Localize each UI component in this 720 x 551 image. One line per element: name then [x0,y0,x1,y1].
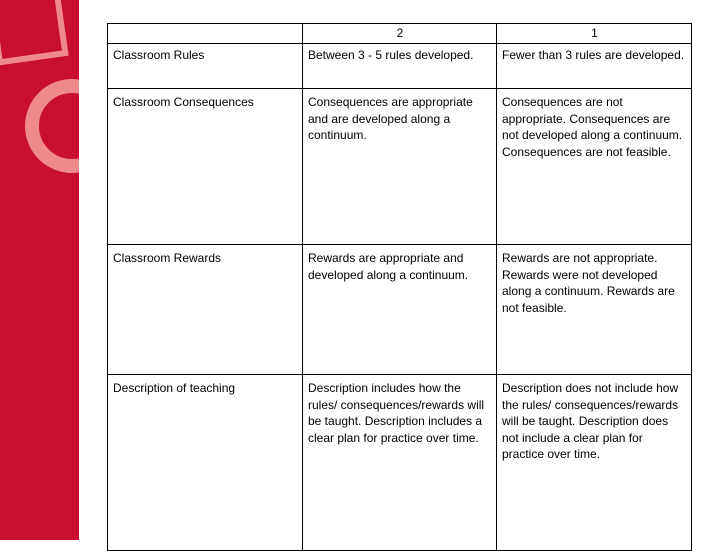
decorative-side-bar [0,0,79,540]
ring-square-decoration [0,0,65,62]
criterion-cell: Classroom Rewards [108,245,303,375]
score-1-cell: Rewards are not appropriate. Rewards were not developed along a continuum. Rewards are not feasible. [497,245,692,375]
score-2-cell: Consequences are appropriate and are developed along a continuum. [303,89,497,245]
criterion-cell: Classroom Rules [108,44,303,89]
score-2-cell: Rewards are appropriate and developed along a continuum. [303,245,497,375]
criterion-cell: Classroom Consequences [108,89,303,245]
score-1-cell: Consequences are not appropriate. Consequences are not developed along a continuum. Consequences are not feasible. [497,89,692,245]
header-score-1: 1 [497,24,692,44]
score-1-cell: Fewer than 3 rules are developed. [497,44,692,89]
score-1-cell: Description does not include how the rules/ consequences/rewards will be taught. Description does not include a clear plan for practice over time. [497,375,692,551]
table-header-row [108,24,692,44]
criterion-cell: Description of teaching [108,375,303,551]
decorative-rings [0,0,79,540]
table-row-description-of-teaching [108,375,692,551]
table-row-classroom-rules [108,44,692,89]
header-score-2: 2 [303,24,497,44]
table-row-classroom-consequences [108,89,692,245]
rubric-table [107,23,692,551]
score-2-cell: Between 3 - 5 rules developed. [303,44,497,89]
score-2-cell: Description includes how the rules/ consequences/rewards will be taught. Description includes a clear plan for practice over time. [303,375,497,551]
table-row-classroom-rewards [108,245,692,375]
header-criterion [108,24,303,44]
ring-circle-decoration [32,86,79,166]
